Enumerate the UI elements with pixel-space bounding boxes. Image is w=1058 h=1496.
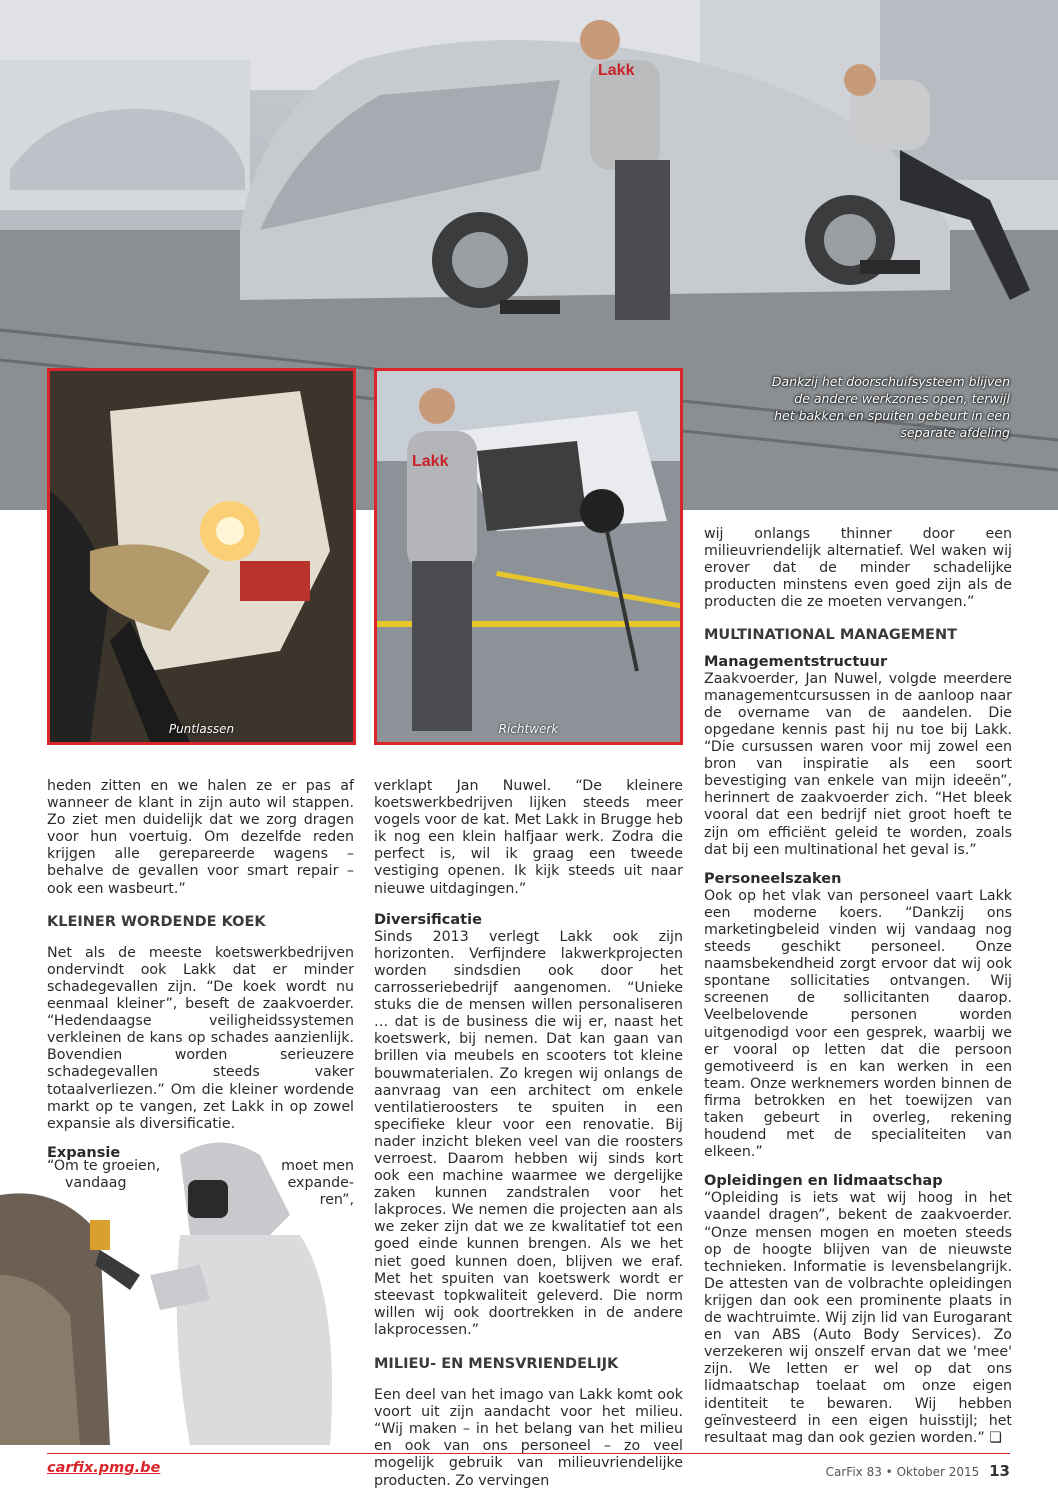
subheading-expansie: Expansie [47,1144,121,1161]
subheading-diversificatie: Diversificatie [374,911,482,928]
heading-multinational-management: MULTINATIONAL MANAGEMENT [704,627,957,644]
spot-welding-photo [47,368,356,745]
straightening-photo [374,368,683,745]
right-paragraph-4-text: “Opleiding is iets wat wij hoog in het vaandel dragen”, bekent de zaakvoerder. “Onze mensen mogen en moeten steeds op de hoogte blijven van de nieuwste technieken. Informatie is levensbelangrijk. De attesten van de volbrachte opleidingen krijgen dan ook een prominente plaats in de wachtruimte. Wij zijn lid van Eurogarant en van ABS (Auto Body Services). Zo verzekeren wij onszelf ervan dat we 'mee' zijn. We letten er wel op dat ons lidmaatschap toelaat om onze eigen identiteit te bewaren. Wij hebben geïnvesteerd in een eigen huisstijl; het resultaat mag dan ook gezien worden.” [704,1190,1012,1446]
right-paragraph-1: wij onlangs thinner door een milieuvriendelijk alternatief. Wel waken wij erover dat de minder schadelijke producten minstens even goed zijn als de producten die ze moeten vervangen.” [704,526,1012,611]
end-mark-icon: ❏ [989,1429,1002,1446]
left-paragraph-2: Net als de meeste koetswerkbedrijven ondervindt ook Lakk dat er minder schadegevallen zijn. “De koek wordt nu eenmaal kleiner”, beseft de zaakvoerder. “Hedendaagse veiligheidssystemen verkleinen de kans op schades aanzienlijk. Bovendien worden serieuzere schadegevallen steeds vaker totaalverliezen.” Om die kleiner wordende markt op te vangen, zet Lakk in op zowel expansie als diversificatie. [47,944,354,1132]
quote-line-1b: moet men [281,1158,354,1174]
spot-welding-illustration [50,371,353,742]
right-paragraph-4 [704,1190,1012,1446]
quote-line-1a: “Om te groeien, [47,1158,161,1174]
inset2-shirt-logo: Lakk [412,453,449,470]
footer-issue: CarFix 83 • Oktober 2015 [825,1465,980,1479]
inset2-caption: Richtwerk [498,722,559,736]
inset1-caption: Puntlassen [168,722,235,736]
right-paragraph-3: Ook op het vlak van personeel vaart Lakk een moderne koers. “Dankzij ons marketingbeleid vinden wij vandaag nog steeds geschikt personeel. Onze naamsbekendheid zorgt ervoor dat wij ook spontane sollicitaties ontvangen. Wij screenen de sollicitanten daarop. Veelbelovende personen worden uitgenodigd voor een gesprek, waarbij we er vooral op letten dat die persoon gemotiveerd is en kan werken in een team. Onze werknemers worden binnen de firma betrokken en het toewijzen van taken gebeurt in overleg, rekening houdend met de specialiteiten van elkeen.” [704,887,1012,1161]
column-left [47,778,354,1162]
quote-line-2a: vandaag [65,1175,127,1192]
subheading-opleidingen: Opleidingen en lidmaatschap [704,1173,943,1190]
hero-shirt-logo: Lakk [598,62,635,79]
quote-line-3: ren”, [319,1192,354,1209]
column-right [704,526,1012,1447]
middle-paragraph-1: verklapt Jan Nuwel. “De kleinere koetswerkbedrijven lijken steeds meer vogels voor de kat. Met Lakk in Brugge heb ik nog een klein halfjaar werk. Zodra die perfect is, wil ik graag een tweede vestiging openen. Ik kijk steeds uit naar nieuwe uitdagingen.” [374,778,683,897]
right-paragraph-2: Zaakvoerder, Jan Nuwel, volgde meerdere managementcursussen in de aanloop naar de overname van de aandelen. Die opgedane kennis past hij nu toe bij Lakk. “Die cursussen waren voor mij zowel een bron van inspiratie als een soort bevestiging van enkele van mijn ideeën”, herinnert de zaakvoerder zich. “Het bleek vooral dat een bedrijf niet groot hoeft te zijn om efficiënt geleid te worden, zoals dat bij een multinational het geval is.” [704,670,1012,858]
left-paragraph-1: heden zitten en we halen ze er pas af wanneer de klant in zijn auto wil stappen. Zo ziet men duidelijk dat we zorg dragen voor hun voertuig. Om dezelfde reden krijgen alle gerepareerde wagens – behalve de gevallen voor smart repair – ook een wasbeurt.” [47,778,354,897]
middle-paragraph-2: Sinds 2013 verlegt Lakk ook zijn horizonten. Verfijndere lakwerkprojecten worden sindsdien ook door het carrosseriebedrijf aangenomen. “Unieke stuks die de mensen willen personaliseren … dat is de business die wij er, naast het koetswerk, bij nemen. Dat kan gaan van brillen via meubels en scooters tot kleine bouwmaterialen. Zo kregen wij onlangs de aanvraag van een architect om enkele ventilatieroosters te spuiten in een specifieke kleur voor een renovatie. Bij nader inzicht bleken veel van die roosters verroest. Daarom hebben wij sinds kort ook een machine waarmee we dergelijke zaken kunnen zandstralen voor het lakproces. We nemen die projecten aan als we zeker zijn dat we ze kwalitatief tot een goed einde kunnen brengen. Als we het niet goed kunnen doen, blijven we eraf. Met het spuiten van koetswerk wordt er steevast topkwaliteit geleverd. Die norm willen wij ook doortrekken in de andere lakprocessen.” [374,928,683,1338]
hero-caption: Dankzij het doorschuifsysteem blijven de andere werkzones open, terwijl het bakken en spuiten gebeurt in een separate afdeling [771,374,1010,440]
footer-divider [47,1453,1010,1454]
straightening-illustration [377,371,680,742]
middle-paragraph-3: Een deel van het imago van Lakk komt ook voort uit zijn aandacht voor het milieu. “Wij maken – in het belang van het milieu en ook van ons personeel – zo veel mogelijk gebruik van milieuvriendelijke producten. Zo vervingen [374,1387,683,1489]
subheading-managementstructuur: Managementstructuur [704,653,888,670]
quote-line-2b: expande- [287,1175,354,1192]
footer-issue-info [826,1462,1010,1480]
heading-kleiner-wordende-koek: KLEINER WORDENDE KOEK [47,913,266,930]
column-middle [374,778,683,1490]
page-number: 13 [989,1462,1010,1480]
footer-url-link[interactable]: carfix.pmg.be [47,1460,161,1476]
heading-milieu: MILIEU- EN MENSVRIENDELIJK [374,1356,619,1372]
subheading-personeelszaken: Personeelszaken [704,870,842,887]
expansie-quote-wrap [47,1158,354,1209]
